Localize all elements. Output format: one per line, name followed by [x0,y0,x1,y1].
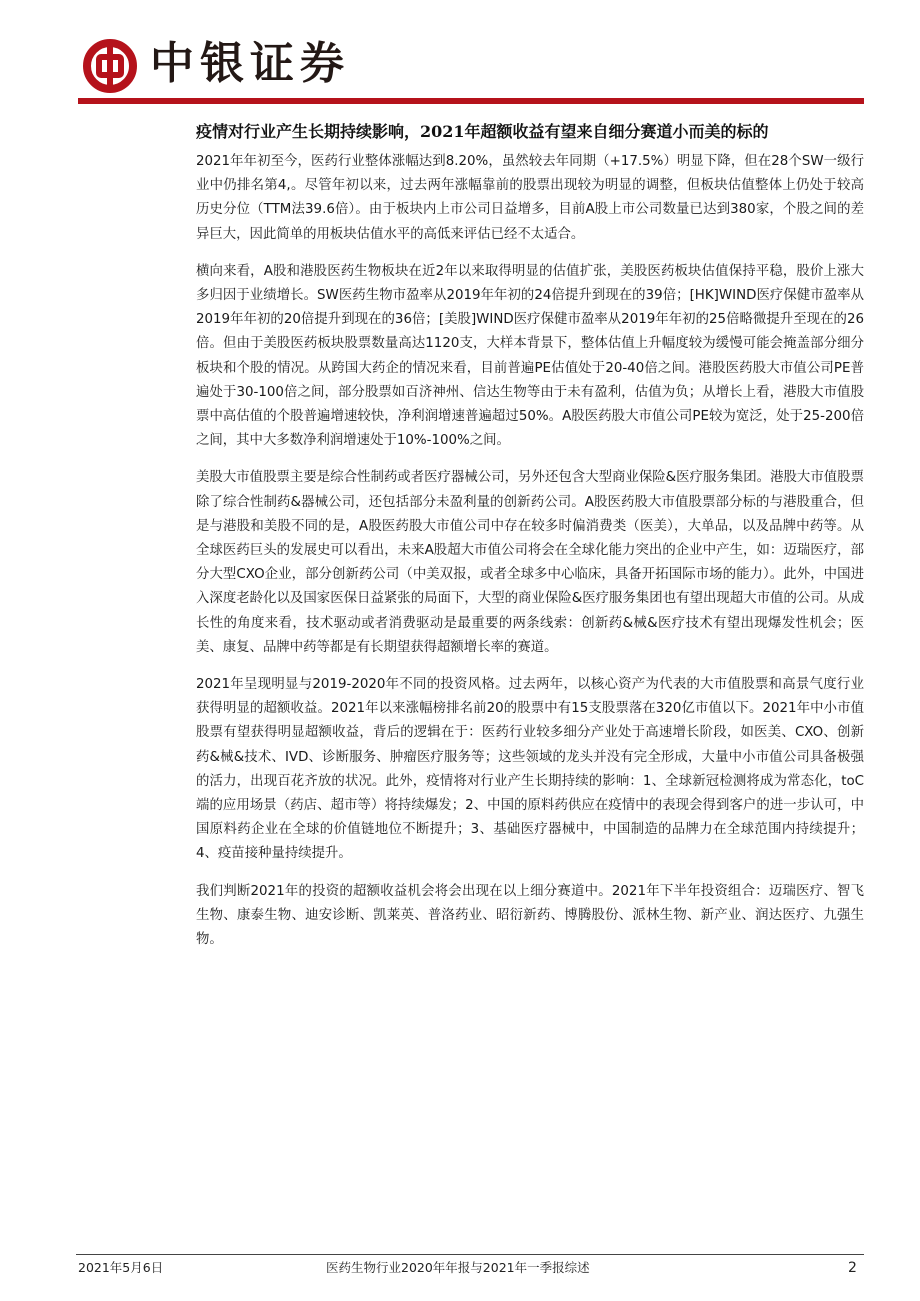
page-number: 2 [848,1260,857,1276]
paragraph-valuation-comparison: 横向来看，A股和港股医药生物板块在近2年以来取得明显的估值扩张，美股医药板块估值保持平稳，股价上涨大多归因于业绩增长。SW医药生物市盈率从2019年年初的24倍提升到现在的39倍；[HK]WIND医疗保健市盈率从2019年年初的20倍提升到现在的36倍；[美股]WIND医疗保健市盈率从2019年年初的25倍略微提升至现在的26倍。但由于美股医药板块股票数量高达1120支，大样本背景下，整体估值上升幅度较为缓慢可能会掩盖部分细分板块和个股的情况。从跨国大药企的情况来看，目前普遍PE估值处于20-40倍之间。港股医药股大市值公司PE普遍处于30-100倍之间，部分股票如百济神州、信达生物等由于未有盈利，估值为负；从增长上看，港股大市值股票中高估值的个股普遍增速较快，净利润增速普遍超过50%。A股医药股大市值公司PE较为宽泛，处于25-200倍之间，其中大多数净利润增速处于10%-100%之间。 [196,263,864,449]
paragraph-large-cap-structure: 美股大市值股票主要是综合性制药或者医疗器械公司，另外还包含大型商业保险&医疗服务集团。港股大市值股票除了综合性制药&器械公司，还包括部分未盈利量的创新药公司。A股医药股大市值股票部分标的与港股重合，但是与港股和美股不同的是，A股医药股大市值公司中存在较多时偏消费类（医美），大单品，以及品牌中药等。从全球医药巨头的发展史可以看出，未来A股超大市值公司将会在全球化能力突出的企业中产生，如：迈瑞医疗，部分大型CXO企业，部分创新药公司（中美双报，或者全球多中心临床，具备开拓国际市场的能力）。此外，中国进入深度老龄化以及国家医保日益紧张的局面下，大型的商业保险&医疗服务集团也有望出现超大市值的公司。从成长性的角度来看，技术驱动或者消费驱动是最重要的两条线索：创新药&械&医疗技术有望出现爆发性机会；医美、康复、品牌中药等都是有长期望获得超额增长率的赛道。 [196,470,864,655]
bank-of-china-logo-icon [82,38,138,94]
paragraph-ytd-performance: 2021年年初至今，医药行业整体涨幅达到8.20%，虽然较去年同期（+17.5%）明显下降，但在28个SW一级行业中仍排名第4,。尽管年初以来，过去两年涨幅靠前的股票出现较为明显的调整，但板块估值整体上仍处于较高历史分位（TTM法39.6倍）。由于板块内上市公司日益增多，目前A股上市公司数量已达到380家，个股之间的差异巨大，因此简单的用板块估值水平的高低来评估已经不太适合。 [196,154,864,242]
report-body [196,150,864,965]
footer-date: 2021年5月6日 [78,1260,164,1275]
paragraph-2021-style: 2021年呈现明显与2019-2020年不同的投资风格。过去两年，以核心资产为代表的大市值股票和高景气度行业获得明显的超额收益。2021年以来涨幅榜排名前20的股票中有15支股票落在320亿市值以下。2021年中小市值股票有望获得明显超额收益，背后的逻辑在于：医药行业较多细分产业处于高速增长阶段，如医美、CXO、创新药&械&技术、IVD、诊断服务、肿瘤医疗服务等；这些领域的龙头并没有完全形成，大量中小市值公司具备极强的活力，出现百花齐放的状况。此外，疫情将对行业产生长期持续的影响：1、全球新冠检测将成为常态化，toC端的应用场景（药店、超市等）将持续爆发；2、中国的原料药供应在疫情中的表现会得到客户的进一步认可，中国原料药企业在全球的价值链地位不断提升；3、基础医疗器械中，中国制造的品牌力在全球范围内持续提升；4、疫苗接种量持续提升。 [196,677,864,862]
page-header [0,0,920,110]
footer-report-title: 医药生物行业2020年年报与2021年一季报综述 [326,1260,590,1275]
section-headline: 疫情对行业产生长期持续影响，2021年超额收益有望来自细分赛道小而美的标的 [196,122,769,141]
paragraph-portfolio: 我们判断2021年的投资的超额收益机会将会出现在以上细分赛道中。2021年下半年投资组合：迈瑞医疗、智飞生物、康泰生物、迪安诊断、凯莱英、普洛药业、昭衍新药、博腾股份、派林生物、新产业、润达医疗、九强生物。 [196,883,864,948]
header-divider [78,98,864,104]
brand-name: 中银证券 [150,38,350,89]
footer-divider [76,1254,864,1255]
